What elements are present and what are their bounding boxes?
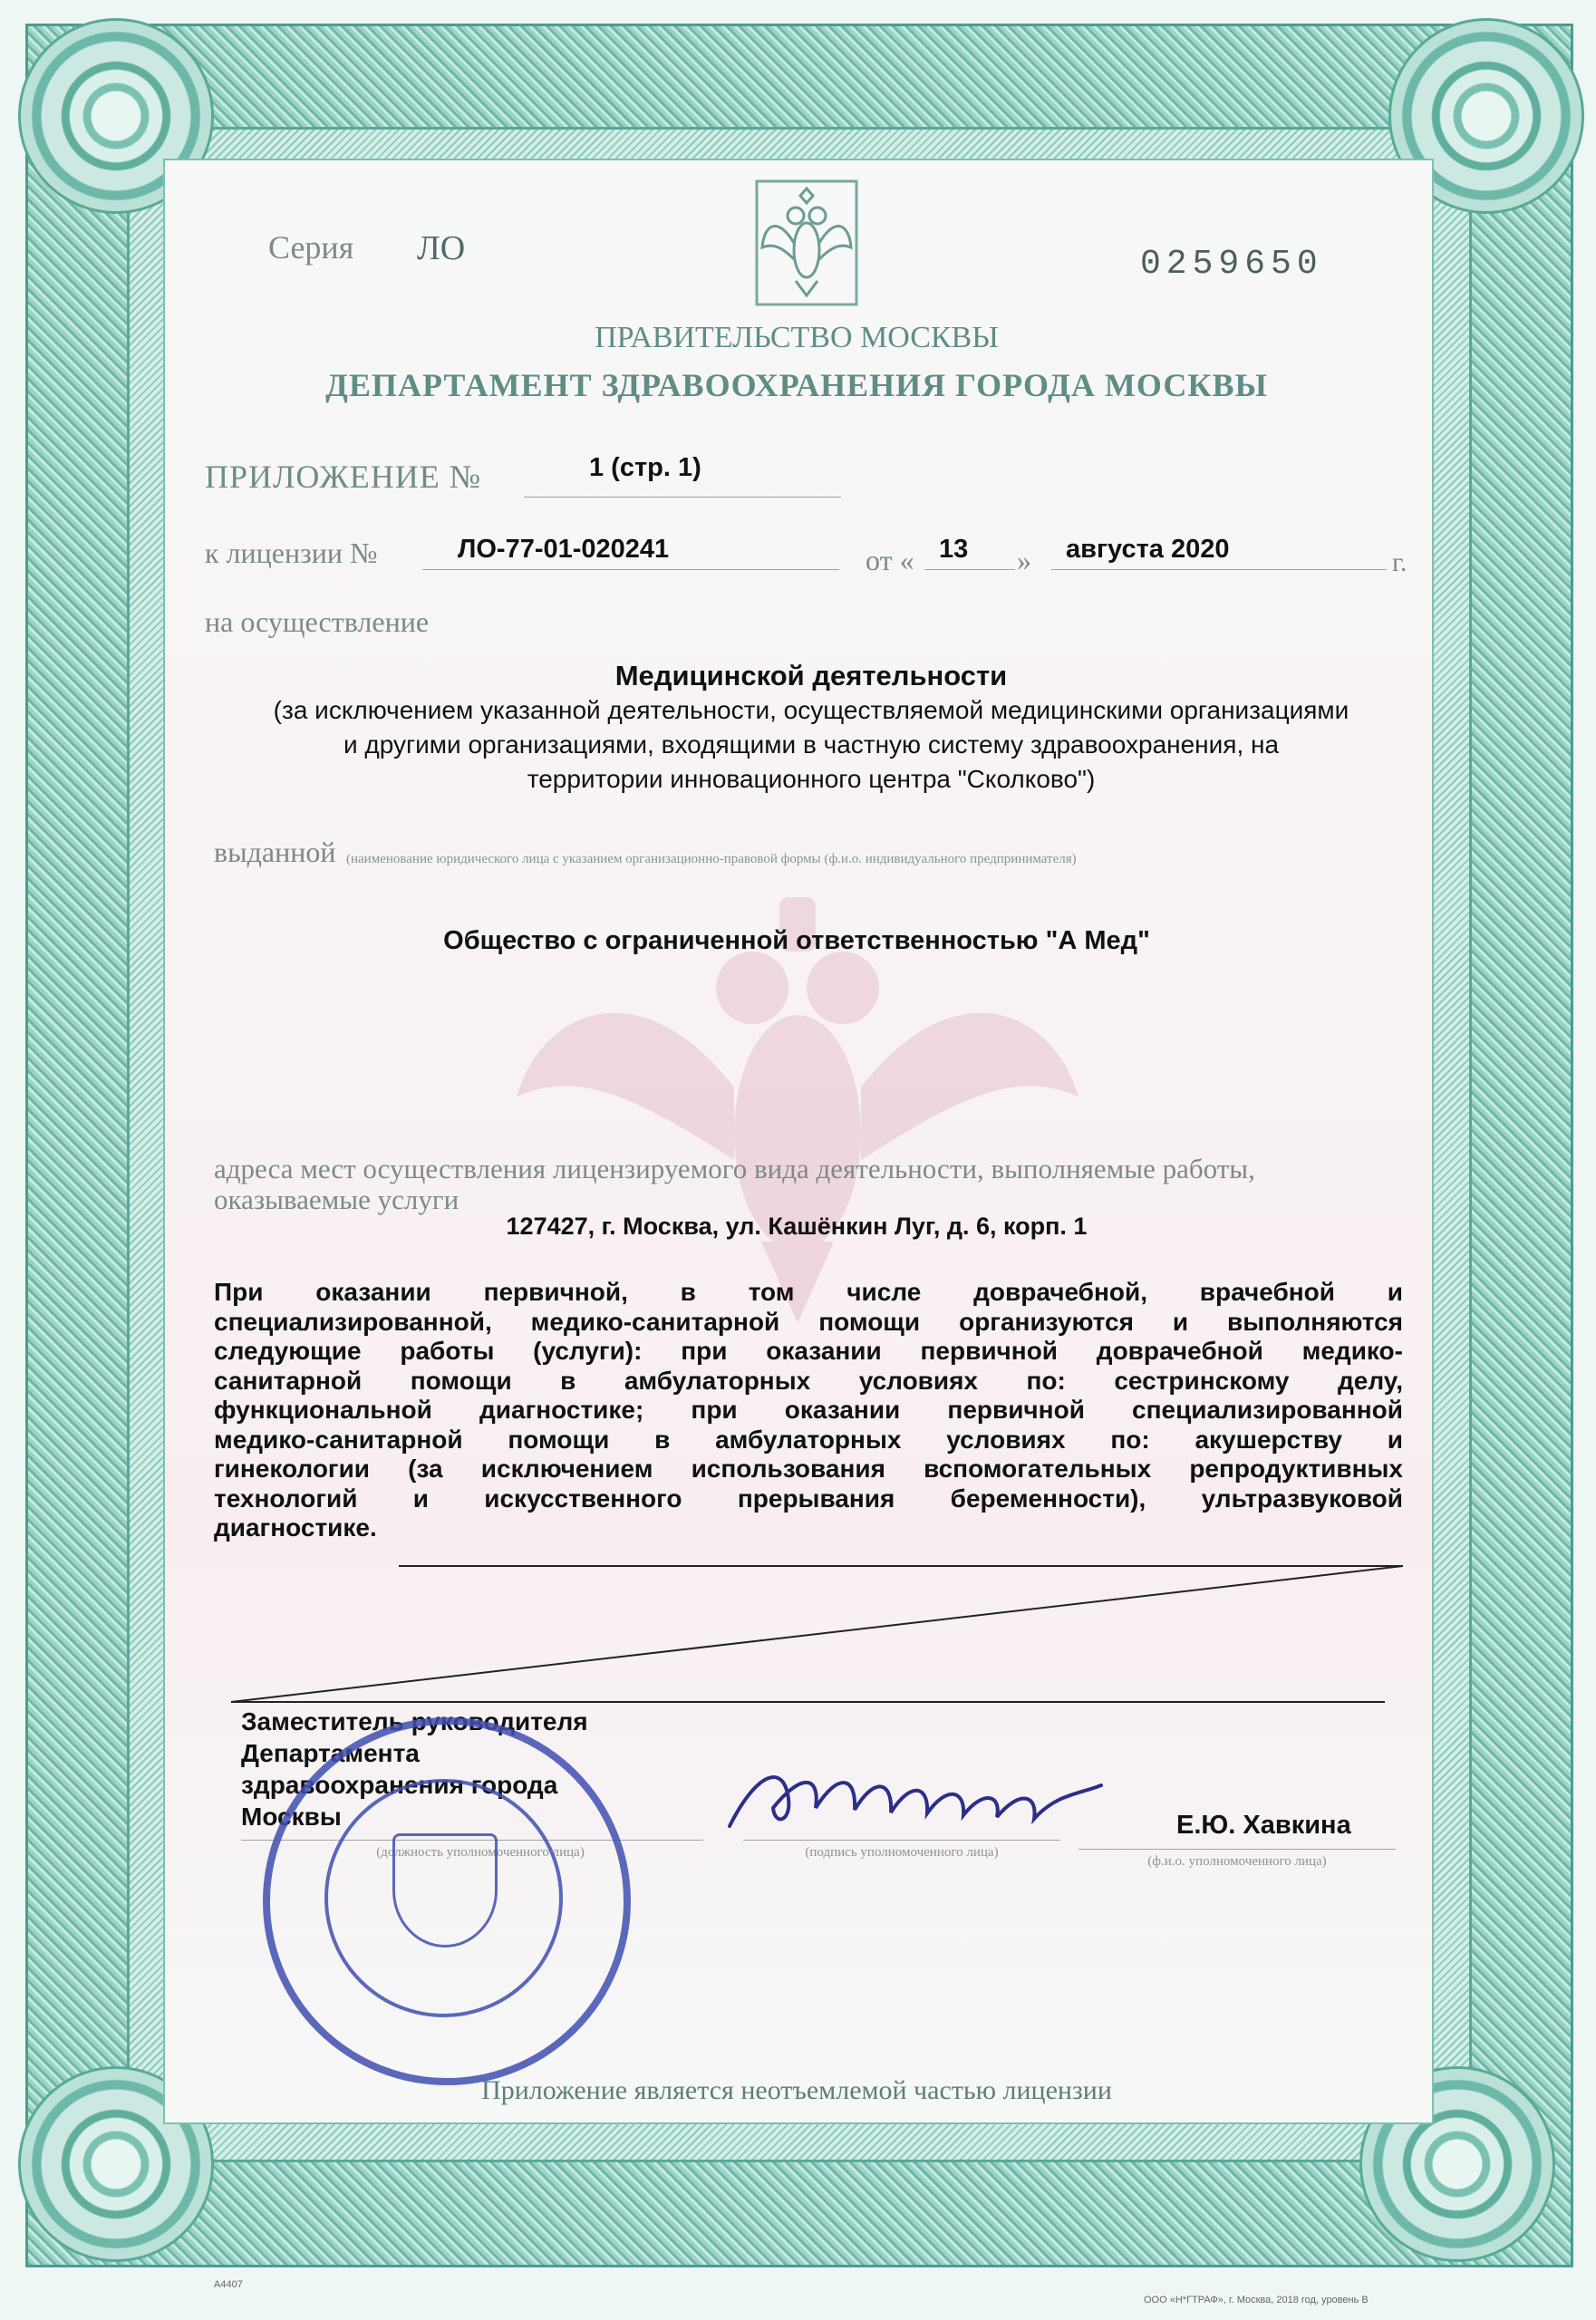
issued-label: выданной bbox=[214, 836, 336, 868]
organization-name: Общество с ограниченной ответственностью "А Мед" bbox=[443, 926, 1150, 955]
license-day: 13 bbox=[939, 535, 969, 564]
services-line: специализированной, медико-санитарной помощи организуются и выполняются bbox=[214, 1307, 1403, 1336]
signatory-position-line: здравоохранения города bbox=[241, 1771, 558, 1799]
activity-description-line2: и другими организациями, входящими в частную систему здравоохранения, на bbox=[343, 730, 1280, 759]
license-number: ЛО-77-01-020241 bbox=[458, 535, 670, 564]
authority-department: ДЕПАРТАМЕНТ ЗДРАВООХРАНЕНИЯ ГОРОДА МОСКВЫ bbox=[325, 367, 1268, 403]
license-month-year: августа 2020 bbox=[1066, 535, 1230, 564]
services-line: медико-санитарной помощи в амбулаторных условиях по: акушерству и bbox=[214, 1425, 1403, 1454]
seal-emblem-shield bbox=[392, 1833, 498, 1948]
services-line: санитарной помощи в амбулаторных условиях по: сестринскому делу, bbox=[214, 1366, 1403, 1395]
signatory-position-line: Москвы bbox=[241, 1803, 342, 1831]
services-line: технологий и искусственного прерывания беременности), ультразвуковой bbox=[214, 1484, 1403, 1513]
address-value: 127427, г. Москва, ул. Кашёнкин Луг, д. 6, корп. 1 bbox=[506, 1213, 1088, 1240]
signatory-name: Е.Ю. Хавкина bbox=[1176, 1811, 1351, 1840]
license-close-quote: » bbox=[1017, 544, 1031, 576]
services-line: функциональной диагностике; при оказании первичной специализированной bbox=[214, 1396, 1403, 1424]
series-label: Серия bbox=[268, 229, 354, 266]
services-line: диагностике. bbox=[214, 1513, 377, 1542]
appendix-value: 1 (стр. 1) bbox=[589, 453, 701, 482]
department-seal-icon bbox=[263, 1717, 631, 2085]
series-value: ЛО bbox=[417, 229, 466, 267]
signatory-position-line: Департамента bbox=[241, 1739, 420, 1767]
form-code: А4407 bbox=[214, 2279, 243, 2290]
printer-imprint: ООО «Н*ГТРАФ», г. Москва, 2018 год, уровень В bbox=[1144, 2295, 1369, 2306]
position-hint: (должность уполномоченного лица) bbox=[376, 1845, 585, 1860]
form-number: 0259650 bbox=[1140, 245, 1323, 284]
activity-title: Медицинской деятельности bbox=[614, 660, 1008, 691]
appendix-label: ПРИЛОЖЕНИЕ № bbox=[205, 459, 482, 495]
license-label: к лицензии № bbox=[205, 536, 378, 569]
issued-hint: (наименование юридического лица с указанием организационно-правовой формы (ф.и.о. индивидуального предпринимателя) bbox=[346, 852, 1077, 866]
name-underline bbox=[1079, 1849, 1396, 1850]
activity-label: на осуществление bbox=[205, 605, 430, 638]
signatory-position-line: Заместитель руководителя bbox=[241, 1707, 588, 1735]
address-label-line1: адреса мест осуществления лицензируемого вида деятельности, выполняемые работы, bbox=[214, 1153, 1255, 1184]
name-hint: (ф.и.о. уполномоченного лица) bbox=[1147, 1854, 1327, 1869]
license-from-label: от « bbox=[866, 544, 914, 576]
activity-description-line3: территории инновационного центра "Сколково") bbox=[527, 765, 1096, 793]
signature-underline bbox=[743, 1840, 1060, 1841]
activity-description-line1: (за исключением указанной деятельности, осуществляемой медицинскими организациями bbox=[273, 696, 1349, 724]
authority-government: ПРАВИТЕЛЬСТВО МОСКВЫ bbox=[595, 321, 999, 354]
services-line: гинекологии (за исключением использования вспомогательных репродуктивных bbox=[214, 1455, 1403, 1483]
services-line: следующие работы (услуги): при оказании первичной доврачебной медико- bbox=[214, 1337, 1403, 1365]
footer-note: Приложение является неотъемлемой частью лицензии bbox=[481, 2075, 1112, 2105]
address-label-line2: оказываемые услуги bbox=[214, 1184, 459, 1215]
handwritten-signature-icon bbox=[721, 1754, 1110, 1840]
signature-hint: (подпись уполномоченного лица) bbox=[805, 1845, 999, 1860]
services-line: При оказании первичной, в том числе доврачебной, врачебной и bbox=[214, 1278, 1403, 1306]
license-year-suffix: г. bbox=[1392, 547, 1407, 577]
